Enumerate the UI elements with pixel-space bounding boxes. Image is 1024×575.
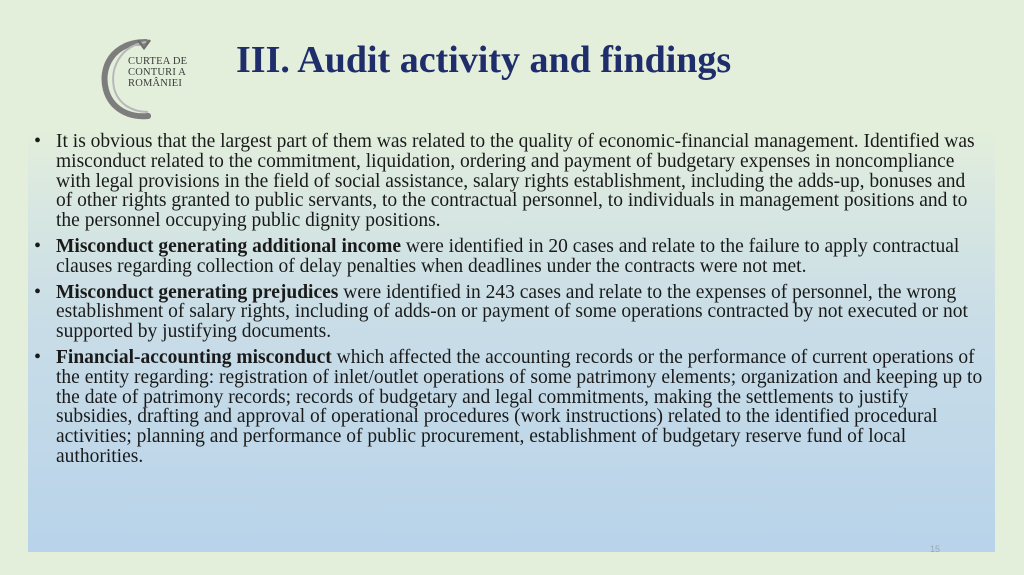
bullet-bold-lead: Financial-accounting misconduct xyxy=(56,346,332,368)
page-number: 15 xyxy=(930,544,941,554)
bullet-item xyxy=(28,237,983,277)
logo-line: CURTEA DE xyxy=(128,56,188,67)
slide-title: III. Audit activity and findings xyxy=(236,39,732,81)
bullet-text: were identified in 20 cases and relate to the failure to apply contractual clauses regarding collection of delay penalties when deadlines under the contracts were not met. xyxy=(56,235,960,277)
logo-line: ROMÂNIEI xyxy=(128,78,183,89)
bullet-text: which affected the accounting records or the performance of current operations of the entity regarding: registration of inlet/outlet operations of some patrimony elements; organization and keeping up to the date of patrimony records; records of budgetary and legal commitments, making the settlements to justify subsidies, drafting and approval of operational procedures (work instructions) related to the identified procedural activities; planning and performance of public procurement, establishment of budgetary reserve fund of local authorities. xyxy=(56,346,983,467)
bullet-item xyxy=(28,348,983,467)
logo-text xyxy=(128,56,187,89)
bullet-item xyxy=(28,132,983,231)
bullet-text: were identified in 243 cases and relate to the expenses of personnel, the wrong establishment of salary rights, including of adds-on or payment of some operations contracted by not executed or not supported by justifying documents. xyxy=(56,281,968,343)
logo-line: CONTURI A xyxy=(128,67,187,78)
bullet-bold-lead: Misconduct generating prejudices xyxy=(56,281,339,303)
bullet-bold-lead: Misconduct generating additional income xyxy=(56,235,402,257)
court-of-accounts-logo xyxy=(98,38,208,120)
bullet-text: It is obvious that the largest part of them was related to the quality of economic-financial management. Identified was misconduct related to the commitment, liquidation, ordering and payment of budgetary expenses in noncompliance with legal provisions in the field of social assistance, salary rights establishment, including the adds-up, bonuses and of other rights granted to public servants, to the contractual personnel, to individuals in management positions and to the personnel occupying public dignity positions. xyxy=(56,131,975,232)
bullet-item xyxy=(28,283,983,342)
bullet-list xyxy=(28,132,983,473)
